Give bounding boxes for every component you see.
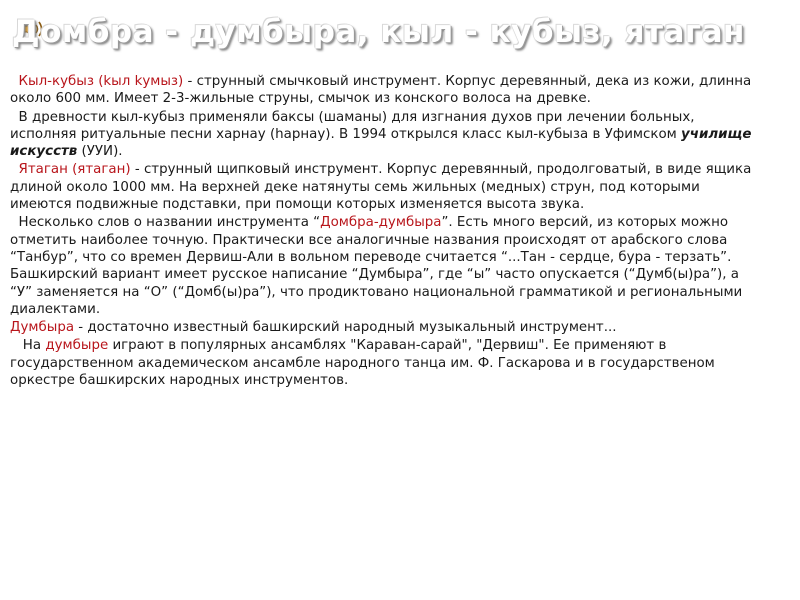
body-text: (УУИ). [77,144,123,160]
paragraph-kyl-kubyz [10,73,760,108]
body-text [10,74,19,89]
body-text: Несколько слов о названии инструмента “ [10,215,321,231]
paragraph-kyl-kubyz-history [10,109,760,161]
paragraph-yatagan [10,161,760,213]
term-highlight: Кыл-кубыз (kыл kумыз) [18,74,184,89]
body-text: играют в популярных ансамблях "Караван-сарай", "Дервиш". Ее применяют в государственном академическом ансамбле народного танца им. Ф. Гаскарова и в государственом оркестре башкирских народных инструментов. [10,338,720,389]
slide-title: Домбра - думбыра, кыл - кубыз, ятаган [12,14,745,50]
body-text: - струнный смычковый инструмент. Корпус деревянный, дека из кожи, длинна около 600 мм. Имеет 2-3-жильные струны, смычок из конского волоса на древке. [10,74,756,107]
term-highlight: думбыре [45,338,109,354]
paragraph-dumbyra-ensembles [10,337,760,389]
body-text: В древности кыл-кубыз применяли баксы (шаманы) для изгнания духов при лечении больных, исполняя ритуальные песни харнау (hарнау). В 1994 открылся класс кыл-кубыза в Уфимском [10,109,699,142]
body-text: ”. Есть много версий, из которых можно отметить наиболее точную. Практически все аналогичные названия происходят от арабского слова “Танбур”, что со времен Дервиш-Али в вольном переводе считается “...Тан - сердце, бура - терзать”. Башкирский вариант имеет русское написание “Думбыра”, где “ы” часто опускается (“Думб(ы)ра”), а “У” заменяется на “О” (“Домб(ы)ра”), что продиктовано национальной грамматикой и региональными диалектами. [10,215,747,317]
paragraph-dombra-name [10,214,760,318]
body-text [10,162,19,177]
body-text: - струнный щипковый инструмент. Корпус деревянный, продолговатый, в виде ящика длиной около 1000 мм. На верхней деке натянуты семь жильных (медных) струн, под которыми имеются подвижные подставки, при помощи которых изменяется высота звука. [10,162,756,213]
term-highlight: Домбра-думбыра [320,215,442,231]
slide-body [10,73,760,390]
term-highlight: Думбыра [10,320,75,336]
emphasis-text: училище искусств [10,126,757,160]
paragraph-dumbyra [10,319,760,336]
body-text: - достаточно известный башкирский народный музыкальный инструмент... [74,320,617,336]
term-highlight: Ятаган (ятаган) [18,162,131,178]
body-text: На [10,338,46,354]
